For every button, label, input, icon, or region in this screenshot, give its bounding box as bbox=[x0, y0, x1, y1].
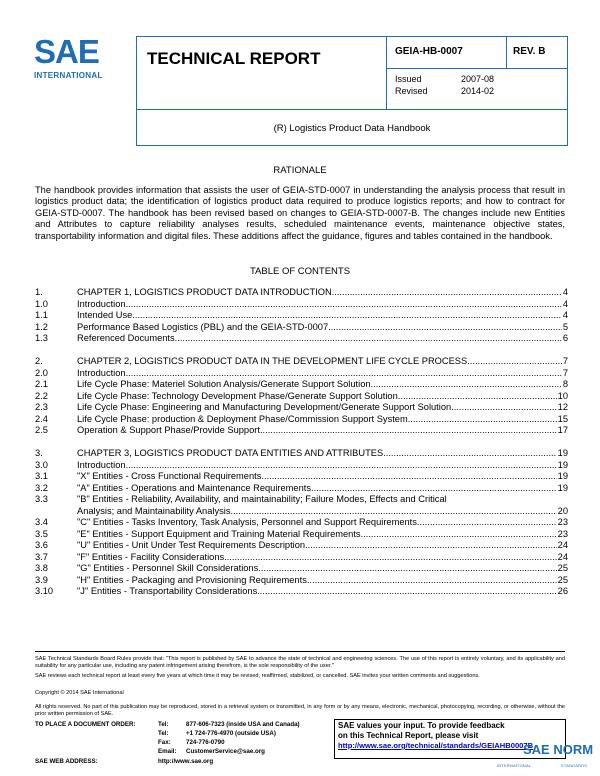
footer-rules-text: SAE Technical Standards Board Rules provide that: "This report is published by SAE to advance the state of technical and engineering sciences. The use of this report is entirely voluntary, and its applicability and suitability for any particular use, including any patent infringement arising therefrom, is the sole responsibility of the user." bbox=[35, 656, 565, 669]
fax-value: 724-776-0790 bbox=[186, 739, 225, 746]
toc-leader-dots bbox=[311, 483, 557, 495]
toc-entry-title: CHAPTER 3, LOGISTICS PRODUCT DATA ENTITIES AND ATTRIBUTES bbox=[77, 448, 384, 458]
toc-entry-title: "H" Entities - Packaging and Provisioning Requirements bbox=[77, 574, 307, 585]
toc-entry-line bbox=[77, 287, 568, 299]
tel-label: Tel: bbox=[158, 721, 169, 728]
toc-entry-title: Life Cycle Phase: Engineering and Manufacturing Development/Generate Support Solution bbox=[77, 402, 452, 412]
watermark-mark: SAE NORM bbox=[523, 742, 594, 757]
toc-entry[interactable] bbox=[35, 483, 568, 495]
toc-entry[interactable] bbox=[35, 299, 568, 311]
toc-entry-number: 3.3 bbox=[35, 494, 48, 504]
toc-entry-page: 10 bbox=[557, 390, 568, 401]
dates-cell bbox=[387, 69, 567, 109]
toc-entry-line bbox=[77, 402, 568, 414]
toc-entry[interactable] bbox=[35, 529, 568, 541]
toc-entry-page: 23 bbox=[557, 517, 568, 527]
toc-leader-dots bbox=[224, 552, 557, 564]
toc-entry-line bbox=[77, 471, 568, 483]
toc-entry-page: 4 bbox=[562, 298, 568, 309]
toc-entry-title: Referenced Documents bbox=[77, 333, 175, 343]
toc-entry-line bbox=[77, 540, 568, 552]
toc-leader-dots bbox=[132, 310, 562, 322]
toc-entry-line bbox=[77, 356, 568, 368]
toc-entry-number: 2.0 bbox=[35, 367, 48, 378]
toc-entry-number: 1.0 bbox=[35, 298, 48, 309]
toc-entry-title: Performance Based Logistics (PBL) and the GEIA-STD-0007 bbox=[77, 321, 329, 332]
toc-entry-page: 19 bbox=[557, 459, 568, 470]
toc-leader-dots bbox=[371, 379, 562, 391]
toc-entry-title: Life Cycle Phase: production & Deployment Phase/Commission Support System bbox=[77, 413, 408, 424]
toc-leader-dots bbox=[328, 322, 562, 334]
toc-entry[interactable] bbox=[35, 552, 568, 564]
toc-entry-title: Introduction bbox=[77, 459, 126, 470]
toc-entry-number: 3.1 bbox=[35, 471, 48, 481]
toc-entry-number: 2. bbox=[35, 356, 43, 366]
toc-entry-title: "A" Entities - Operations and Maintenance Requirements bbox=[77, 482, 311, 493]
toc-entry-line bbox=[77, 552, 568, 564]
toc-entry-page: 7 bbox=[562, 367, 568, 378]
toc-entry[interactable] bbox=[35, 310, 568, 322]
toc-spacer bbox=[35, 345, 568, 357]
toc-entry-page: 4 bbox=[562, 287, 568, 297]
fax-label: Fax: bbox=[158, 739, 171, 746]
toc-entry-page: 6 bbox=[562, 333, 568, 343]
toc-entry[interactable] bbox=[35, 425, 568, 437]
toc-entry-page: 24 bbox=[557, 540, 568, 550]
toc-entry-line bbox=[77, 414, 568, 426]
toc-entry-title: "E" Entities - Support Equipment and Training Material Requirements bbox=[77, 528, 361, 539]
toc-entry-number: 3.9 bbox=[35, 574, 48, 585]
toc-entry-number: 3.4 bbox=[35, 517, 48, 527]
feedback-line-2: on this Technical Report, please visit bbox=[338, 731, 479, 740]
toc-entry-page: 5 bbox=[562, 321, 568, 332]
toc-entry-number: 3.6 bbox=[35, 540, 48, 550]
toc-entry-title: Life Cycle Phase: Materiel Solution Analysis/Generate Support Solution bbox=[77, 379, 371, 389]
toc-entry-title: CHAPTER 1, LOGISTICS PRODUCT DATA INTRODUCTION bbox=[77, 287, 332, 297]
tel2-label: Tel: bbox=[158, 730, 169, 737]
toc-entry-line bbox=[77, 517, 568, 529]
footer-rights-text: All rights reserved. No part of this publication may be reproduced, stored in a retrieval system or transmitted, in any form or by any means, electronic, mechanical, photocopying, recording, or otherwise, without the prior written permission of SAE. bbox=[35, 704, 565, 717]
toc-entry[interactable] bbox=[35, 391, 568, 403]
toc-entry-page: 12 bbox=[557, 402, 568, 412]
toc-leader-dots bbox=[230, 506, 556, 518]
table-of-contents bbox=[35, 287, 568, 598]
rationale-heading: RATIONALE bbox=[273, 165, 327, 176]
header-box bbox=[136, 36, 568, 146]
toc-entry-title: Intended Use bbox=[77, 310, 133, 320]
toc-entry-line bbox=[77, 506, 568, 518]
email-label: Email: bbox=[158, 748, 177, 755]
toc-entry-line bbox=[77, 575, 568, 587]
toc-entry-title: Introduction bbox=[77, 367, 126, 378]
toc-entry-line bbox=[77, 299, 568, 311]
toc-entry-number: 3.8 bbox=[35, 563, 48, 573]
toc-entry-number: 3.7 bbox=[35, 551, 48, 562]
toc-entry-page: 19 bbox=[557, 482, 568, 493]
logo-mark: SAE bbox=[34, 33, 99, 70]
toc-entry-number: 2.4 bbox=[35, 413, 48, 424]
toc-leader-dots bbox=[332, 287, 562, 299]
toc-entry[interactable] bbox=[35, 356, 568, 368]
toc-entry-number: 1. bbox=[35, 287, 43, 297]
toc-entry[interactable] bbox=[35, 322, 568, 334]
toc-entry-number: 3.10 bbox=[35, 586, 54, 596]
footer-divider bbox=[35, 651, 565, 652]
toc-entry-number: 2.1 bbox=[35, 379, 48, 389]
toc-leader-dots bbox=[260, 425, 557, 437]
toc-spacer bbox=[35, 437, 568, 449]
toc-entry-line bbox=[77, 448, 568, 460]
toc-entry[interactable] bbox=[35, 540, 568, 552]
feedback-line-1: SAE values your input. To provide feedback bbox=[338, 721, 505, 730]
toc-entry-page: 7 bbox=[562, 356, 568, 366]
toc-leader-dots bbox=[258, 563, 556, 575]
toc-entry-number: 3.5 bbox=[35, 528, 48, 539]
toc-entry[interactable] bbox=[35, 379, 568, 391]
revision-cell bbox=[507, 37, 567, 69]
toc-entry-line bbox=[77, 460, 568, 472]
toc-leader-dots bbox=[417, 517, 557, 529]
toc-entry-line bbox=[77, 368, 568, 380]
report-type: TECHNICAL REPORT bbox=[147, 49, 321, 68]
toc-entry-page: 24 bbox=[557, 551, 568, 562]
sae-logo bbox=[34, 33, 114, 84]
toc-entry-page: 23 bbox=[557, 528, 568, 539]
sae-norm-watermark bbox=[495, 742, 597, 774]
doc-number: GEIA-HB-0007 bbox=[395, 46, 463, 57]
toc-leader-dots bbox=[261, 471, 556, 483]
toc-leader-dots bbox=[361, 529, 557, 541]
toc-entry-line bbox=[77, 322, 568, 334]
toc-leader-dots bbox=[126, 368, 562, 380]
toc-entry[interactable] bbox=[35, 402, 568, 414]
toc-entry[interactable] bbox=[35, 563, 568, 575]
revised-label: Revised bbox=[395, 86, 428, 96]
toc-entry[interactable] bbox=[35, 414, 568, 426]
doc-title: (R) Logistics Product Data Handbook bbox=[273, 123, 431, 134]
report-type-cell bbox=[137, 37, 387, 109]
toc-leader-dots bbox=[408, 414, 557, 426]
toc-entry-title: Introduction bbox=[77, 298, 126, 309]
toc-entry-page: 25 bbox=[557, 574, 568, 585]
toc-entry-line bbox=[77, 333, 568, 345]
toc-leader-dots bbox=[175, 333, 562, 345]
toc-entry[interactable] bbox=[35, 494, 568, 506]
toc-entry-number: 1.1 bbox=[35, 310, 48, 320]
revision: REV. B bbox=[513, 46, 546, 57]
toc-entry-line bbox=[77, 391, 568, 403]
toc-entry-title: Analysis; and Maintainability Analysis bbox=[77, 505, 231, 516]
toc-entry-page: 19 bbox=[557, 471, 568, 481]
toc-entry[interactable] bbox=[35, 460, 568, 472]
toc-entry-line bbox=[77, 483, 568, 495]
toc-entry-page: 25 bbox=[557, 563, 568, 573]
order-label: TO PLACE A DOCUMENT ORDER: bbox=[35, 721, 136, 728]
toc-entry-line bbox=[77, 425, 568, 437]
toc-entry-title: "U" Entities - Unit Under Test Requirements Description bbox=[77, 540, 306, 550]
toc-entry[interactable] bbox=[35, 506, 568, 518]
toc-entry-page: 8 bbox=[562, 379, 568, 389]
watermark-sub-left: INTERNATIONAL bbox=[497, 763, 532, 768]
toc-entry-title: "J" Entities - Transportability Considerations bbox=[77, 586, 258, 596]
toc-entry-title: CHAPTER 2, LOGISTICS PRODUCT DATA IN THE DEVELOPMENT LIFE CYCLE PROCESS bbox=[77, 356, 468, 366]
watermark-sub-right: STANDARDS bbox=[561, 763, 588, 768]
toc-entry-title: Life Cycle Phase: Technology Development Phase/Generate Support Solution bbox=[77, 390, 398, 401]
toc-entry-number: 3.0 bbox=[35, 459, 48, 470]
tel-value: 877-606-7323 (inside USA and Canada) bbox=[186, 721, 300, 728]
toc-entry-line bbox=[77, 310, 568, 322]
toc-leader-dots bbox=[398, 391, 557, 403]
revised-value: 2014-02 bbox=[461, 86, 495, 96]
toc-entry-page: 26 bbox=[557, 586, 568, 596]
toc-entry-title: "B" Entities - Reliability, Availability, and maintainability; Failure Modes, Effects and Critical bbox=[77, 494, 447, 504]
toc-entry-title: "G" Entities - Personnel Skill Considerations bbox=[77, 563, 259, 573]
web-label: SAE WEB ADDRESS: bbox=[35, 758, 98, 765]
toc-entry-line bbox=[77, 586, 568, 598]
tel2-value: +1 724-776-4970 (outside USA) bbox=[186, 730, 276, 737]
toc-entry-page: 19 bbox=[557, 448, 568, 458]
issued-label: Issued bbox=[395, 74, 422, 84]
toc-entry-number: 2.5 bbox=[35, 425, 48, 435]
toc-entry-title: Operation & Support Phase/Provide Support bbox=[77, 425, 260, 435]
issued-value: 2007-08 bbox=[461, 74, 495, 84]
toc-entry-page: 17 bbox=[557, 425, 568, 435]
toc-entry-line bbox=[77, 563, 568, 575]
toc-leader-dots bbox=[307, 575, 557, 587]
toc-entry-number: 2.2 bbox=[35, 390, 48, 401]
toc-leader-dots bbox=[467, 356, 562, 368]
toc-leader-dots bbox=[383, 448, 557, 460]
logo-subtitle: INTERNATIONAL bbox=[34, 71, 103, 80]
toc-entry-page: 15 bbox=[557, 413, 568, 424]
toc-entry-title: "F" Entities - Facility Considerations bbox=[77, 551, 225, 562]
toc-entry[interactable] bbox=[35, 471, 568, 483]
toc-entry-number: 2.3 bbox=[35, 402, 48, 412]
toc-leader-dots bbox=[451, 402, 556, 414]
toc-entry-number: 1.2 bbox=[35, 321, 48, 332]
toc-leader-dots bbox=[126, 460, 557, 472]
toc-entry-line bbox=[77, 494, 568, 506]
toc-leader-dots bbox=[257, 586, 556, 598]
toc-entry-number: 1.3 bbox=[35, 333, 48, 343]
toc-entry-line bbox=[77, 379, 568, 391]
toc-entry-page: 20 bbox=[557, 505, 568, 516]
toc-entry-page: 4 bbox=[562, 310, 568, 320]
rationale-text: The handbook provides information that assists the user of GEIA-STD-0007 in understanding the analysis process that result in logistics product data; the identification of logistics product data required to produce logistics reports; and how to contract for GEIA-STD-0007. The handbook has been revised based on changes to GEIA-STD-0007-B. The changes include new Entities and Attributes to capture reliability analyses results, scheduled maintenance events, maintenance objective states, transportability information and digital files. These additions affect the guidance, figures and tables contained in the handbook. bbox=[35, 185, 565, 241]
toc-entry[interactable] bbox=[35, 575, 568, 587]
feedback-link[interactable]: http://www.sae.org/technical/standards/GEIAHB0007B bbox=[338, 741, 534, 750]
toc-entry-number: 3.2 bbox=[35, 482, 48, 493]
doc-number-cell bbox=[387, 37, 507, 69]
footer-review-text: SAE reviews each technical report at least every five years at which time it may be revised, reaffirmed, stabilized, or cancelled. SAE invites your written comments and suggestions. bbox=[35, 673, 480, 679]
toc-entry[interactable] bbox=[35, 368, 568, 380]
email-value[interactable]: CustomerService@sae.org bbox=[186, 748, 265, 755]
toc-entry-number: 3. bbox=[35, 448, 43, 458]
toc-leader-dots bbox=[126, 299, 562, 311]
web-link[interactable]: http://www.sae.org bbox=[158, 758, 214, 765]
toc-entry-title: "X" Entities - Cross Functional Requirements bbox=[77, 471, 262, 481]
toc-entry-line bbox=[77, 529, 568, 541]
toc-entry[interactable] bbox=[35, 333, 568, 345]
footer-copyright: Copyright © 2014 SAE International bbox=[35, 690, 124, 696]
doc-title-row bbox=[137, 109, 567, 146]
toc-leader-dots bbox=[305, 540, 557, 552]
toc-entry-title: "C" Entities - Tasks Inventory, Task Analysis, Personnel and Support Requirements bbox=[77, 517, 417, 527]
toc-heading: TABLE OF CONTENTS bbox=[249, 266, 351, 277]
toc-entry[interactable] bbox=[35, 517, 568, 529]
toc-entry[interactable] bbox=[35, 287, 568, 299]
toc-entry[interactable] bbox=[35, 586, 568, 598]
toc-entry[interactable] bbox=[35, 448, 568, 460]
